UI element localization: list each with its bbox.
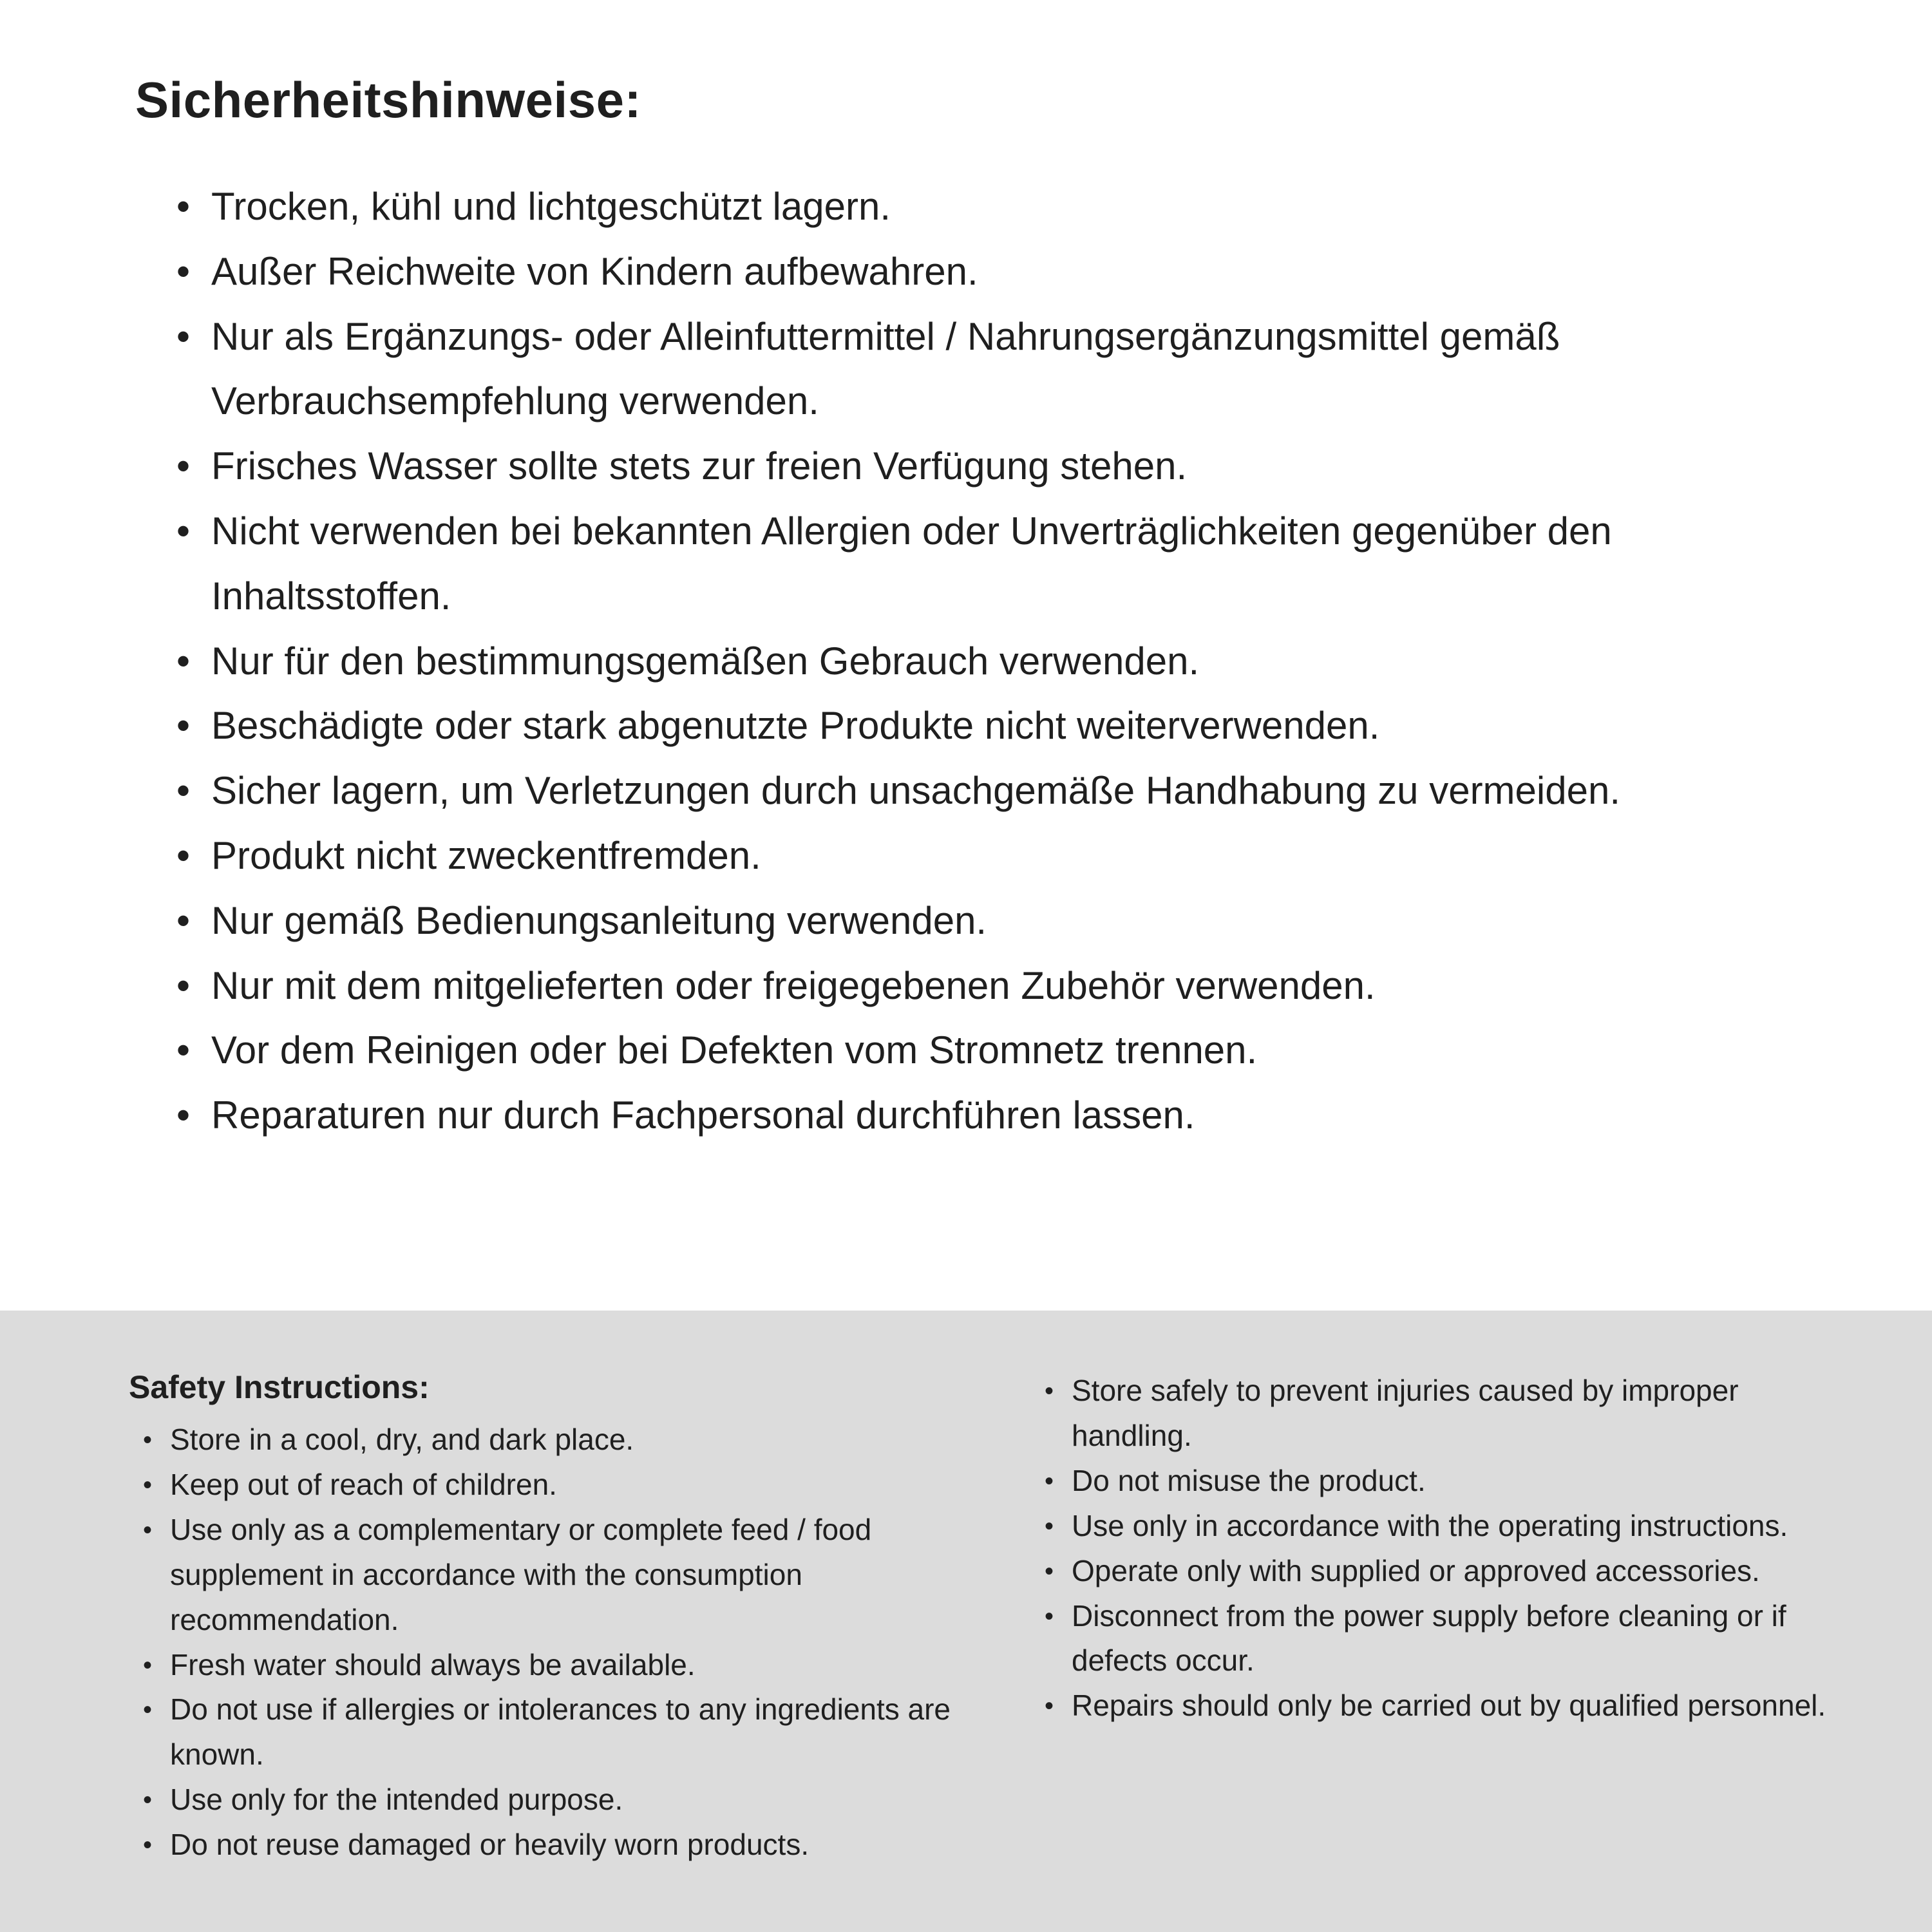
list-item [143, 1417, 985, 1463]
bullet-icon: • [143, 1426, 153, 1454]
bullet-icon: • [176, 509, 191, 553]
list-item-text: Trocken, kühl und lichtgeschützt lagern. [211, 185, 891, 228]
list-item [143, 1823, 985, 1868]
list-item [143, 1643, 985, 1688]
list-item [1045, 1368, 1835, 1459]
bullet-icon: • [176, 769, 191, 813]
list-item [1045, 1594, 1835, 1684]
list-item-text: Außer Reichweite von Kindern aufbewahren. [211, 249, 978, 293]
list-item-text: Disconnect from the power supply before cleaning or if defects occur. [1072, 1598, 1786, 1678]
list-item [143, 1463, 985, 1508]
bullet-icon: • [176, 898, 191, 942]
list-item-text: Use only for the intended purpose. [170, 1783, 623, 1817]
list-item [176, 824, 1816, 889]
english-left-column [129, 1368, 985, 1932]
list-item-text: Nur für den bestimmungsgemäßen Gebrauch verwenden. [211, 639, 1200, 683]
list-item [176, 954, 1816, 1019]
list-item-text: Use only in accordance with the operating instructions. [1072, 1508, 1788, 1542]
bullet-icon: • [176, 314, 191, 358]
bullet-icon: • [143, 1831, 153, 1860]
list-item-text: Keep out of reach of children. [170, 1467, 557, 1501]
list-item [1045, 1459, 1835, 1504]
bullet-icon: • [1045, 1692, 1054, 1721]
list-item-text: Beschädigte oder stark abgenutzte Produkte nicht weiterverwenden. [211, 704, 1380, 748]
bullet-icon: • [176, 833, 191, 877]
english-section-title: Safety Instructions: [129, 1369, 430, 1405]
bullet-icon: • [176, 963, 191, 1007]
list-item-text: Fresh water should always be available. [170, 1647, 696, 1681]
bullet-icon: • [143, 1786, 153, 1815]
bullet-icon: • [176, 704, 191, 748]
list-item-text: Do not misuse the product. [1072, 1463, 1426, 1497]
bullet-icon: • [176, 444, 191, 488]
list-item [176, 694, 1816, 759]
german-safety-list [176, 175, 1816, 1148]
english-safety-list-right [1045, 1368, 1835, 1728]
list-item [176, 889, 1816, 954]
list-item-text: Nur gemäß Bedienungsanleitung verwenden. [211, 898, 987, 942]
list-item-text: Do not reuse damaged or heavily worn products. [170, 1828, 810, 1862]
bullet-icon: • [143, 1515, 153, 1544]
bullet-icon: • [1045, 1557, 1054, 1586]
bullet-icon: • [176, 639, 191, 683]
bullet-icon: • [1045, 1602, 1054, 1631]
list-item-text: Store in a cool, dry, and dark place. [170, 1423, 634, 1456]
bullet-icon: • [143, 1470, 153, 1499]
bullet-icon: • [143, 1651, 153, 1680]
bullet-icon: • [1045, 1377, 1054, 1405]
list-item [1045, 1504, 1835, 1549]
bullet-icon: • [143, 1696, 153, 1725]
list-item-text: Do not use if allergies or intolerances to any ingredients are known. [170, 1692, 951, 1772]
list-item-text: Produkt nicht zweckentfremden. [211, 833, 761, 877]
german-section-title: Sicherheitshinweise: [135, 71, 641, 128]
list-item [176, 629, 1816, 694]
list-item-text: Repairs should only be carried out by qualified personnel. [1072, 1689, 1826, 1723]
bullet-icon: • [1045, 1511, 1054, 1540]
bullet-icon: • [176, 185, 191, 228]
list-item [176, 175, 1816, 240]
bullet-icon: • [176, 1094, 191, 1137]
list-item [176, 499, 1816, 629]
list-item [1045, 1683, 1835, 1728]
list-item [176, 305, 1816, 435]
list-item-text: Use only as a complementary or complete feed / food supplement in accordance with the consumption recommendation. [170, 1512, 872, 1636]
list-item-text: Nur als Ergänzungs- oder Alleinfuttermittel / Nahrungsergänzungsmittel gemäß Verbrauchsempfehlung verwenden. [211, 314, 1560, 423]
list-item [176, 1018, 1816, 1083]
english-safety-section [0, 1311, 1932, 1932]
list-item-text: Frisches Wasser sollte stets zur freien Verfügung stehen. [211, 444, 1188, 488]
list-item-text: Vor dem Reinigen oder bei Defekten vom Stromnetz trennen. [211, 1028, 1258, 1072]
list-item [143, 1687, 985, 1777]
list-item [176, 1083, 1816, 1148]
list-item [143, 1777, 985, 1823]
list-item-text: Sicher lagern, um Verletzungen durch unsachgemäße Handhabung zu vermeiden. [211, 769, 1621, 813]
bullet-icon: • [176, 249, 191, 293]
english-safety-list-left [143, 1417, 985, 1868]
list-item [176, 240, 1816, 305]
list-item-text: Nicht verwenden bei bekannten Allergien oder Unverträglichkeiten gegenüber den Inhaltsstoffen. [211, 509, 1612, 618]
list-item-text: Operate only with supplied or approved accessories. [1072, 1553, 1760, 1587]
list-item-text: Store safely to prevent injuries caused by improper handling. [1072, 1374, 1739, 1452]
list-item-text: Nur mit dem mitgelieferten oder freigegebenen Zubehör verwenden. [211, 963, 1376, 1007]
english-right-column [1045, 1368, 1835, 1932]
list-item [176, 434, 1816, 499]
list-item-text: Reparaturen nur durch Fachpersonal durchführen lassen. [211, 1094, 1195, 1137]
list-item [143, 1508, 985, 1643]
bullet-icon: • [176, 1028, 191, 1072]
bullet-icon: • [1045, 1466, 1054, 1495]
list-item [1045, 1549, 1835, 1594]
list-item [176, 759, 1816, 824]
